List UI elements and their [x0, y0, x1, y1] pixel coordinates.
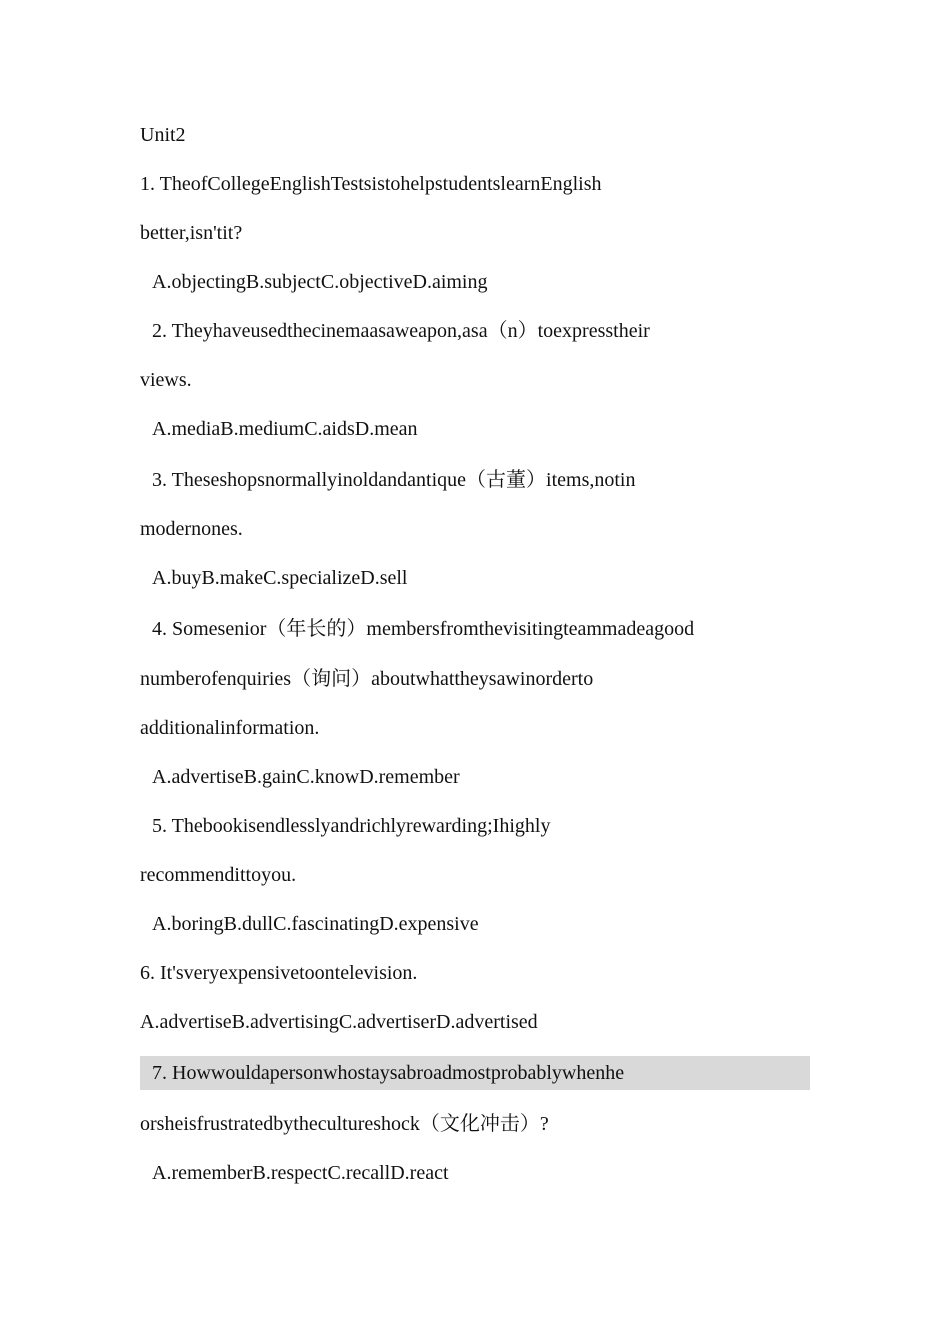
question-2-text-continued: views.: [140, 369, 192, 391]
question-4-text-continued-2: additionalinformation.: [140, 717, 320, 739]
question-3-options: A.buyB.makeC.specializeD.sell: [152, 567, 408, 589]
question-1-text: 1. TheofCollegeEnglishTestsistohelpstudentslearnEnglish: [140, 173, 602, 195]
question-6-text: 6. It'sveryexpensivetoontelevision.: [140, 962, 418, 984]
question-4-text: 4. Somesenior（年长的）membersfromthevisitingteammadeagood: [152, 618, 695, 640]
question-4-options: A.advertiseB.gainC.knowD.remember: [152, 766, 460, 788]
question-5-text-continued: recommendittoyou.: [140, 864, 297, 886]
question-3-text: 3. Theseshopsnormallyinoldandantique（古董）items,notin: [152, 469, 636, 491]
question-2-options: A.mediaB.mediumC.aidsD.mean: [152, 418, 418, 440]
unit-title: Unit2: [140, 124, 186, 146]
question-2-text: 2. Theyhaveusedthecinemaasaweapon,asa（n）toexpresstheir: [152, 320, 650, 342]
question-7-text-continued: orsheisfrustratedbythecultureshock（文化冲击）?: [140, 1113, 549, 1135]
question-5-options: A.boringB.dullC.fascinatingD.expensive: [152, 913, 479, 935]
question-7-options: A.rememberB.respectC.recallD.react: [152, 1162, 449, 1184]
question-6-options: A.advertiseB.advertisingC.advertiserD.advertised: [140, 1011, 538, 1033]
question-1-text-continued: better,isn'tit?: [140, 222, 243, 244]
question-7-text: 7. Howwouldapersonwhostaysabroadmostprobablywhenhe: [152, 1062, 625, 1084]
question-5-text: 5. Thebookisendlesslyandrichlyrewarding;Ihighly: [152, 815, 551, 837]
question-4-text-continued: numberofenquiries（询问）aboutwhattheysawinorderto: [140, 668, 594, 690]
question-3-text-continued: modernones.: [140, 518, 243, 540]
question-1-options: A.objectingB.subjectC.objectiveD.aiming: [152, 271, 488, 293]
